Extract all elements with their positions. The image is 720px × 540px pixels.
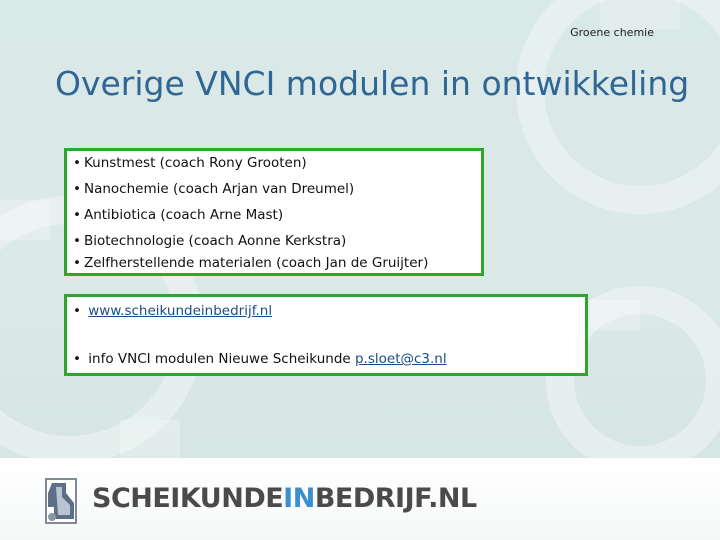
- website-bullet: [73, 303, 272, 319]
- bullet-dot: •: [73, 351, 81, 367]
- logo-text-part3: BEDRIJF.NL: [314, 483, 477, 514]
- links-box: [64, 294, 588, 376]
- footer-logo-text: [92, 483, 477, 514]
- bullet-item: [73, 155, 307, 171]
- bullet-dot: •: [73, 303, 81, 319]
- bullet-item: [73, 207, 283, 223]
- email-link[interactable]: p.sloet@c3.nl: [354, 351, 447, 367]
- corner-label: Groene chemie: [570, 26, 654, 39]
- bullet-item: [73, 181, 354, 197]
- bullet-dot: •: [73, 207, 81, 223]
- flask-logo-icon: [44, 477, 78, 525]
- info-bullet: [73, 351, 447, 367]
- slide-title: Overige VNCI modulen in ontwikkeling: [55, 64, 690, 103]
- bullet-dot: •: [73, 155, 81, 171]
- logo-text-part1: SCHEIKUNDE: [92, 483, 284, 514]
- website-link[interactable]: www.scheikundeinbedrijf.nl: [88, 303, 273, 319]
- modules-box: [64, 148, 484, 276]
- bullet-dot: •: [73, 255, 81, 271]
- bullet-item-text: Antibiotica (coach Arne Mast): [83, 207, 284, 223]
- info-text: info VNCI modulen Nieuwe Scheikunde: [88, 351, 355, 367]
- bullet-dot: •: [73, 233, 81, 249]
- bullet-item-text: Kunstmest (coach Rony Grooten): [83, 155, 307, 171]
- footer-logo: [44, 477, 477, 527]
- bullet-item: [73, 233, 346, 249]
- bullet-item-text: Zelfherstellende materialen (coach Jan de Gruijter): [83, 255, 429, 271]
- logo-text-part2: IN: [283, 483, 315, 514]
- bullet-item-text: Nanochemie (coach Arjan van Dreumel): [83, 181, 355, 197]
- bullet-item-text: Biotechnologie (coach Aonne Kerkstra): [83, 233, 347, 249]
- bullet-item: [73, 255, 428, 271]
- bullet-dot: •: [73, 181, 81, 197]
